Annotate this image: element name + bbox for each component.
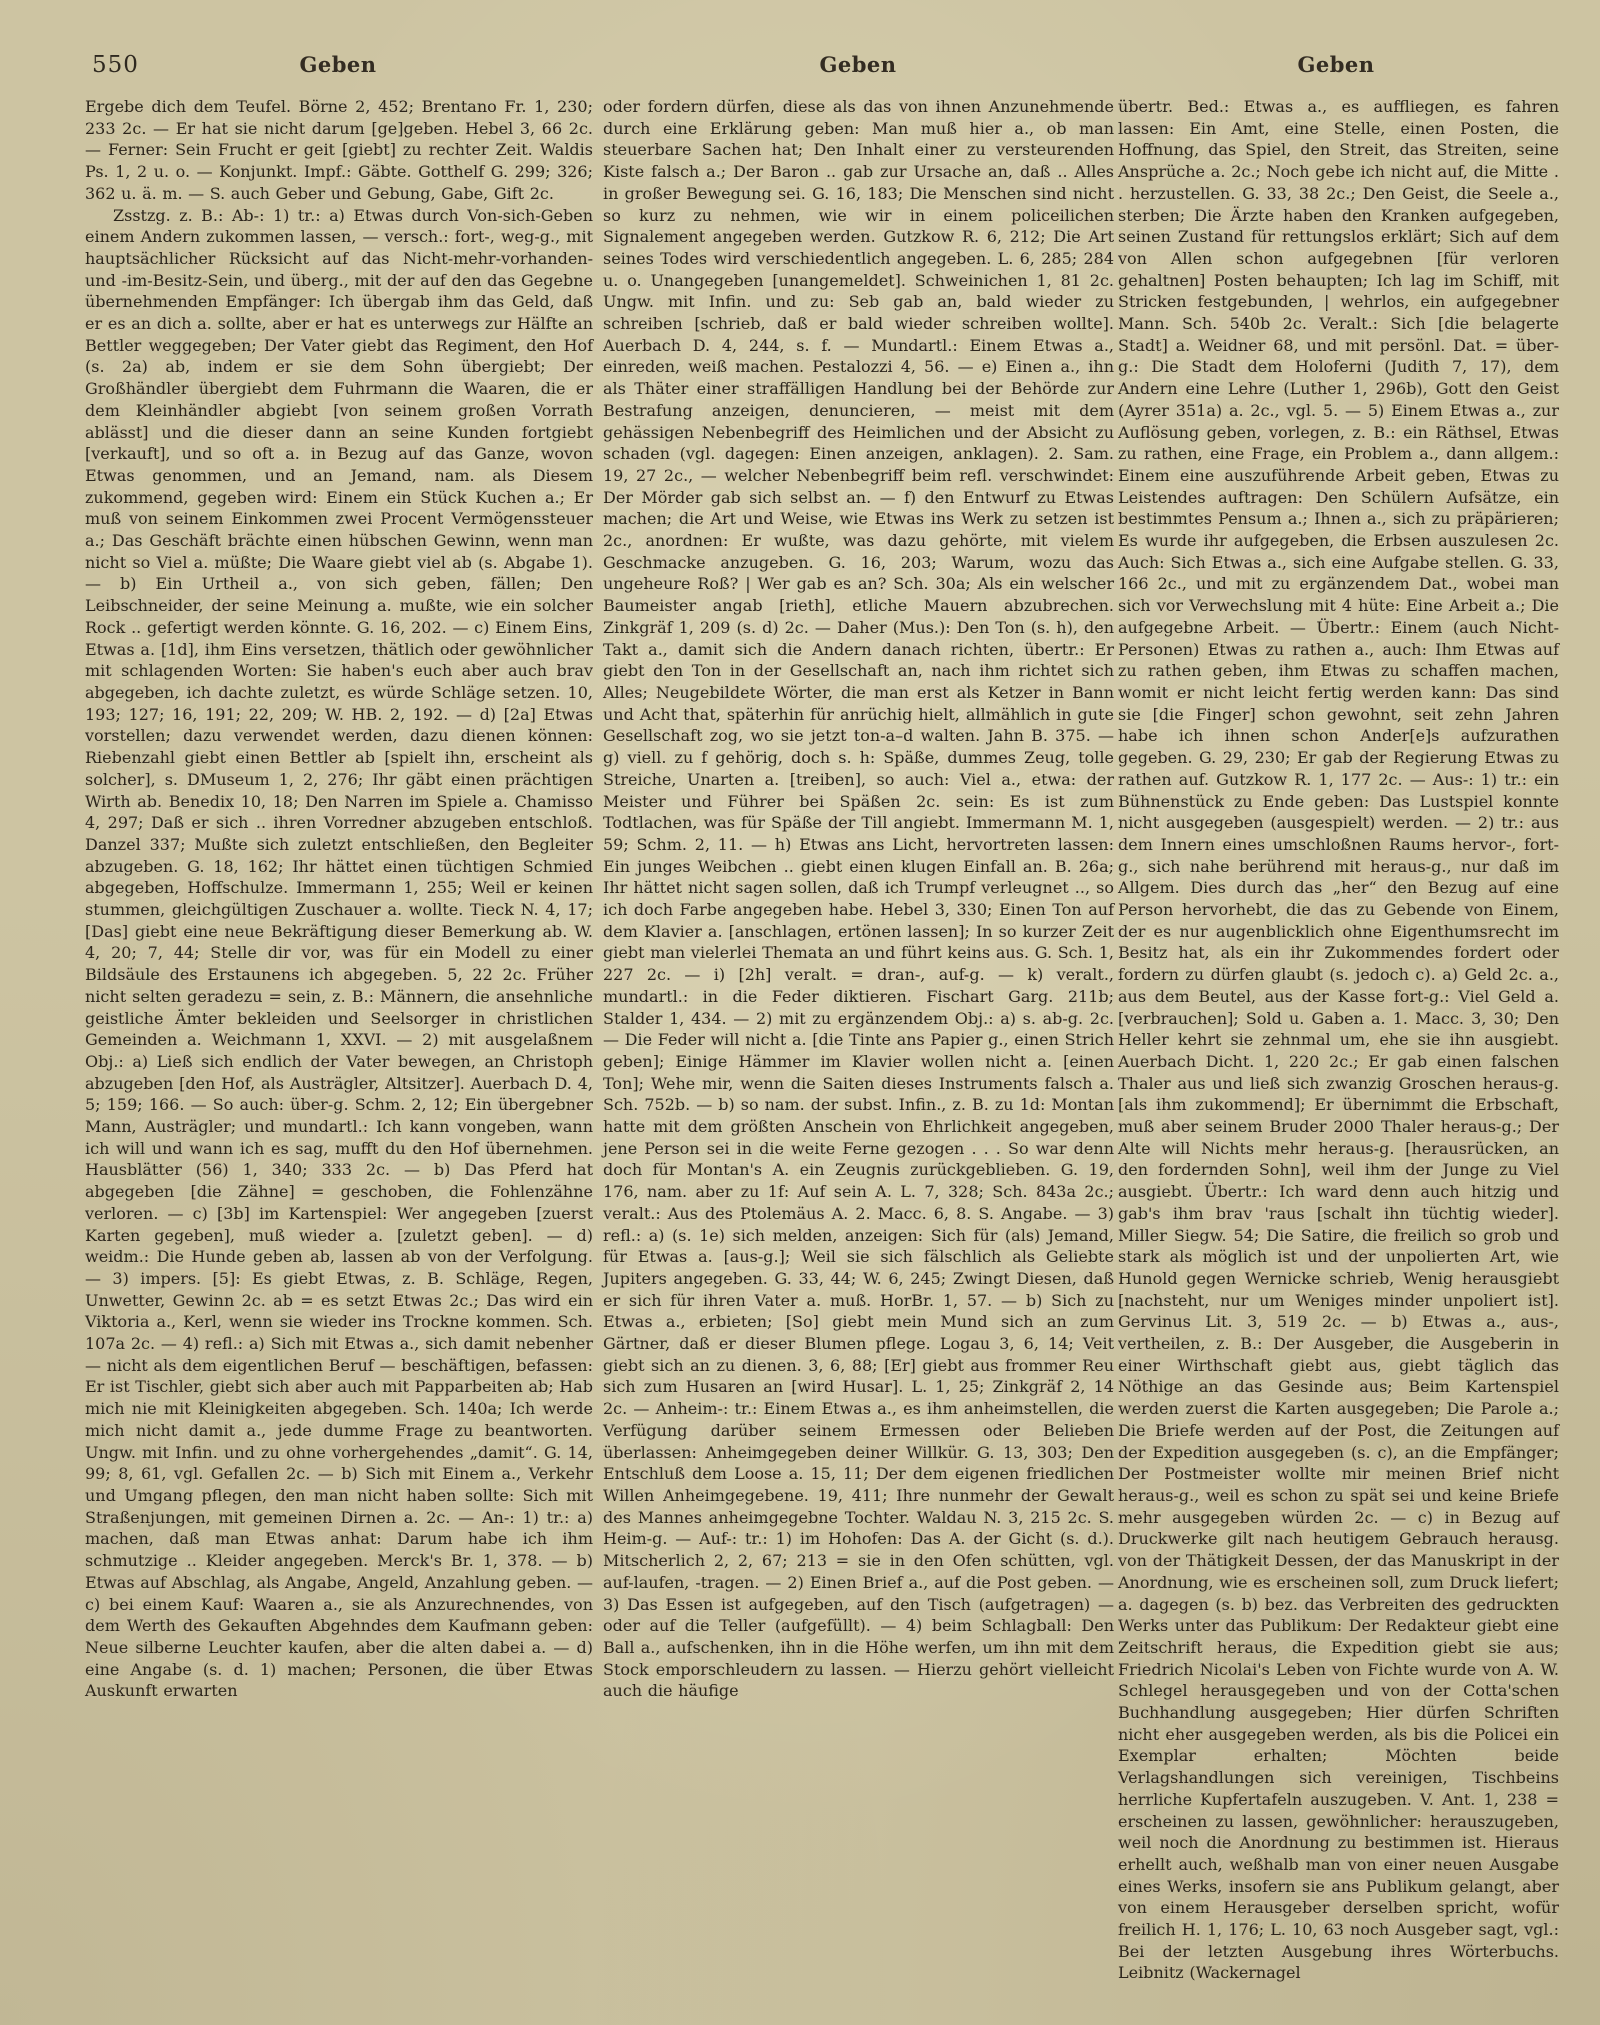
running-head-column-3: Geben [1297, 52, 1375, 77]
column-paragraph: Ergebe dich dem Teufel. Börne 2, 452; Brentano Fr. 1, 230; 233 2c. — Er hat sie nicht darum [ge]geben. Hebel 3, 66 2c. — Ferner: Sein Frucht er geit [giebt] zu rechter Zeit. Waldis Ps. 1, 2 u. o. — Konjunkt. Impf.: Gäbte. Gotthelf G. 299; 326; 362 u. ä. m. — S. auch Geber und Gebung, Gabe, Gift 2c. [85, 97, 593, 203]
running-head-column-2: Geben [819, 52, 897, 77]
column-paragraph: Zsstzg. z. B.: Ab-: 1) tr.: a) Etwas durch Von-sich-Geben einem Andern zukommen lassen, — versch.: fort-, weg-g., mit hauptsächlicher Rücksicht auf das Nicht-mehr-vorhanden- und -im-Besitz-Sein, und überg., mit der auf den das Gegebne übernehmenden Empfänger: Ich übergab ihm das Geld, daß er es an dich a. sollte, aber er hat es unterwegs zur Hälfte an Bettler weggegeben; Der Vater giebt das Regiment, den Hof (s. 2a) ab, indem er sie dem Sohn übergiebt; Der Großhändler übergiebt dem Fuhrmann die Waaren, die er dem Kleinhändler abgiebt [von seinem großen Vorrath ablässt] und die dieser dann an seine Kunden fortgiebt [verkauft], und so oft a. in Bezug auf das Ganze, wovon Etwas genommen, und an Jemand, nam. als Diesem zukommend, gegeben wird: Einem ein Stück Kuchen a.; Er muß von seinem Einkommen zwei Procent Vermögenssteuer a.; Das Geschäft brächte einen hübschen Gewinn, wenn man nicht so Viel a. müßte; Die Waare giebt viel ab (s. Abgabe 1). — b) Ein Urtheil a., von sich geben, fällen; Den Leibschneider, der seine Meinung a. mußte, wie ein solcher Rock .. gefertigt werden könnte. G. 16, 202. — c) Einem Eins, Etwas a. [1d], ihm Eins versetzen, thätlich oder gewöhnlicher mit schlagenden Worten: Sie haben's euch aber auch brav abgegeben, ich dachte zuletzt, es würde Schläge setzen. 10, 193; 127; 16, 191; 22, 209; W. HB. 2, 192. — d) [2a] Etwas vorstellen; dazu verwendet werden, dazu dienen können: Riebenzahl giebt einen Bettler ab [spielt ihn, erscheint als solcher], s. DMuseum 1, 2, 276; Ihr gäbt einen prächtigen Wirth ab. Benedix 10, 18; Den Narren im Spiele a. Chamisso 4, 297; Daß er sich .. ihren Vorredner abzugeben entschloß. Danzel 337; Mußte sich zuletzt entschließen, den Begleiter abzugeben. G. 18, 162; Ihr hättet einen tüchtigen Schmied abgegeben, Hoffschulze. Immermann 1, 255; Weil er keinen stummen, gleichgültigen Zuschauer a. wollte. Tieck N. 4, 17; [Das] giebt eine neue Bekräftigung dieser Bemerkung ab. W. 4, 20; 7, 44; Stelle dir vor, was für ein Modell zu einer Bildsäule des Erstaunens ich abgegeben. 5, 22 2c. Früher nicht selten geradezu = sein, z. B.: Männern, die ansehnliche geistliche Ämter bekleiden und Seelsorger in christlichen Gemeinden a. Weichmann 1, XXVI. — 2) mit ausgelaßnem Obj.: a) Ließ sich endlich der Vater bewegen, an Christoph abzugeben [den Hof, als Austrägler, Altsitzer]. Auerbach D. 4, 5; 159; 166. — So auch: über-g. Schm. 2, 12; Ein übergebner Mann, Austrägler; und mundartl.: Ich kann vongeben, wann ich will und wann ich es sag, mufft du den Hof übernehmen. Hausblätter (56) 1, 340; 333 2c. — b) Das Pferd hat abgegeben [die Zähne] = geschoben, die Fohlenzähne verloren. — c) [3b] im Kartenspiel: Wer angegeben [zuerst Karten gegeben], muß wieder a. [zuletzt geben]. — d) weidm.: Die Hunde geben ab, lassen ab von der Verfolgung. — 3) impers. [5]: Es giebt Etwas, z. B. Schläge, Regen, Unwetter, Gewinn 2c. ab = es setzt Etwas 2c.; Das wird ein Viktoria a., Kerl, wenn sie wieder ins Trockne kommen. Sch. 107a 2c. — 4) refl.: a) Sich mit Etwas a., sich damit nebenher — nicht als dem eigentlichen Beruf — beschäftigen, befassen: Er ist Tischler, giebt sich aber auch mit Papparbeiten ab; Hab mich nie mit Kleinigkeiten abgegeben. Sch. 140a; Ich werde mich nicht damit a., jede dumme Frage zu beantworten. Ungw. mit Infin. und zu ohne vorhergehendes „damit“. G. 14, 99; 8, 61, vgl. Gefallen 2c. — b) Sich mit Einem a., Verkehr und Umgang pflegen, den man nicht haben sollte: Sich mit Straßenjungen, mit gemeinen Dirnen a. 2c. — An-: 1) tr.: a) machen, daß man Etwas anhat: Darum habe ich ihm schmutzige .. Kleider angegeben. Merck's Br. 1, 378. — b) Etwas auf Abschlag, als Angabe, Angeld, Anzahlung geben. — c) bei einem Kauf: Waaren a., sie als Anzurechnendes, von dem Werth des Gekauften Abgehndes dem Kaufmann geben: Neue silberne Leuchter kaufen, aber die alten dabei a. — d) eine Angabe (s. d. 1) machen; Personen, die über Etwas Auskunft erwarten [85, 205, 593, 1701]
text-column-1 [85, 96, 593, 1702]
running-head-column-1: Geben [299, 52, 377, 77]
column-paragraph: übertr. Bed.: Etwas a., es auffliegen, es fahren lassen: Ein Amt, eine Stelle, einen Posten, die Hoffnung, das Spiel, den Streit, das Streiten, seine Ansprüche a. 2c.; Noch gebe ich nicht auf, die Mitte . . herzustellen. G. 33, 38 2c.; Den Geist, die Seele a., sterben; Die Ärzte haben den Kranken aufgegeben, seinen Zustand für rettungslos erklärt; Sich auf dem von Allen schon aufgegebnen [für verloren gehaltnen] Posten behaupten; Ich lag im Schiff, mit Stricken festgebunden, | wehrlos, ein aufgegebner Mann. Sch. 540b 2c. Veralt.: Sich [die belagerte Stadt] a. Weidner 68, und mit persönl. Dat. = über-g.: Die Stadt dem Holoferni (Judith 7, 17), dem Andern eine Lehre (Luther 1, 296b), Gott den Geist (Ayrer 351a) a. 2c., vgl. 5. — 5) Einem Etwas a., zur Auflösung geben, vorlegen, z. B.: ein Räthsel, Etwas zu rathen, eine Frage, ein Problem a., dann allgem.: Einem eine auszuführende Arbeit geben, Etwas zu Leistendes auftragen: Den Schülern Aufsätze, ein bestimmtes Pensum a.; Ihnen a., sich zu präpärieren; Es wurde ihr aufgegeben, die Erbsen auszulesen 2c. Auch: Sich Etwas a., sich eine Aufgabe stellen. G. 33, 166 2c., und mit zu ergänzendem Dat., wobei man sich vor Verwechslung mit 4 hüte: Eine Arbeit a.; Die aufgegebne Arbeit. — Übertr.: Einem (auch Nicht-Personen) Etwas zu rathen a., auch: Ihm Etwas auf zu rathen geben, ihm Etwas zu schaffen machen, womit er nicht leicht fertig werden kann: Das sind sie [die Finger] schon gewohnt, seit zehn Jahren habe ich ihnen schon Ander[e]s aufzurathen gegeben. G. 29, 230; Er gab der Regierung Etwas zu rathen auf. Gutzkow R. 1, 177 2c. — Aus-: 1) tr.: ein Bühnenstück zu Ende geben: Das Lustspiel konnte nicht ausgegeben (ausgespielt) werden. — 2) tr.: aus dem Innern eines umschloßnen Raums hervor-, fort-g., sich nahe berührend mit heraus-g., nur daß im Allgem. Dies durch das „her“ den Bezug auf eine Person hervorhebt, die das zu Gebende von Einem, der es nur augenblicklich ohne Eigenthumsrecht im Besitz hat, als ein ihr Zukommendes fordert oder fordern zu dürfen glaubt (s. jedoch c). a) Geld 2c. a., aus dem Beutel, aus der Kasse fort-g.: Viel Geld a. [verbrauchen]; Sold u. Gaben a. 1. Macc. 3, 30; Den Heller kehrt sie zehnmal um, ehe sie ihn ausgiebt. Auerbach Dicht. 1, 220 2c.; Er gab einen falschen Thaler aus und ließ sich zwanzig Groschen heraus-g. [als ihm zukommend]; Er übernimmt die Erbschaft, muß aber seinem Bruder 2000 Thaler heraus-g.; Der Alte will Nichts mehr heraus-g. [herausrücken, an den fordernden Sohn], weil ihm der Junge zu Viel ausgiebt. Übertr.: Ich ward denn auch hitzig und gab's ihm brav 'raus [schalt ihn tüchtig wieder]. Miller Siegw. 54; Die Satire, die freilich so grob und stark als möglich ist und der unpolierten Art, wie Hunold gegen Wernicke schrieb, Wenig herausgiebt [nachsteht, nur um Weniges minder unpoliert ist]. Gervinus Lit. 3, 519 2c. — b) Etwas a., aus-, vertheilen, z. B.: Der Ausgeber, die Ausgeberin in einer Wirthschaft giebt aus, giebt täglich das Nöthige an das Gesinde aus; Beim Kartenspiel werden zuerst die Karten ausgegeben; Die Parole a.; Die Briefe werden auf der Post, die Zeitungen auf der Expedition ausgegeben (s. c), an die Empfänger; Der Postmeister wollte mir meinen Brief nicht heraus-g., weil es schon zu spät sei und keine Briefe mehr ausgegeben würden 2c. — c) in Bezug auf Druckwerke gilt nach heutigem Gebrauch herausg. von der Thätigkeit Dessen, der das Manuskript in der Anordnung, wie es erscheinen soll, zum Druck liefert; a. dagegen (s. b) bez. das Verbreiten des gedruckten Werks unter das Publikum: Der Redakteur giebt eine Zeitschrift heraus, die Expedition giebt sie aus; Friedrich Nicolai's Leben von Fichte wurde von A. W. Schlegel herausgegeben und von der Cotta'schen Buchhandlung ausgegeben; Hier dürfen Schriften nicht eher ausgegeben werden, als bis die Policei ein Exemplar erhalten; Möchten beide Verlagshandlungen sich vereinigen, Tischbeins herrliche Kupfertafeln auszugeben. V. Ant. 1, 238 = erscheinen zu lassen, gewöhnlicher: herauszugeben, weil noch die Anordnung zu bestimmen ist. Hieraus erhellt auch, weßhalb man von einer neuen Ausgabe eines Werks, insofern sie ans Publikum gelangt, aber von einem Herausgeber derselben spricht, wofür freilich H. 1, 176; L. 10, 63 noch Ausgeber sagt, vgl.: Bei der letzten Ausgebung ihres Wörterbuchs. Leibnitz (Wackernagel [1118, 97, 1560, 1983]
column-paragraph: oder fordern dürfen, diese als das von ihnen Anzunehmende durch eine Erklärung geben: Man muß hier a., ob man steuerbare Sachen hat; Den Inhalt einer zu versteurenden Kiste falsch a.; Der Baron .. gab zur Ursache an, daß .. Alles in großer Bewegung sei. G. 16, 183; Die Menschen sind nicht so kurz zu nehmen, wie wir in einem policeilichen Signalement angegeben werden. Gutzkow R. 6, 212; Die Art seines Todes wird verschiedentlich angegeben. L. 6, 285; 284 u. o. Unangegeben [unangemeldet]. Schweinichen 1, 81 2c. Ungw. mit Infin. und zu: Seb gab an, bald wieder zu schreiben [schrieb, daß er bald wieder schreiben wollte]. Auerbach D. 4, 244, s. f. — Mundartl.: Einem Etwas a., einreden, weiß machen. Pestalozzi 4, 56. — e) Einen a., ihn als Thäter einer straffälligen Handlung bei der Behörde zur Bestrafung anzeigen, denuncieren, — meist mit dem gehässigen Nebenbegriff des Heimlichen und der Absicht zu schaden (vgl. dagegen: Einen anzeigen, anklagen). 2. Sam. 19, 27 2c., — welcher Nebenbegriff beim refl. verschwindet: Der Mörder gab sich selbst an. — f) den Entwurf zu Etwas machen; die Art und Weise, wie Etwas ins Werk zu setzen ist 2c., anordnen: Er wußte, was dazu gehörte, mit vielem Geschmacke anzugeben. G. 16, 203; Warum, wozu das ungeheure Roß? | Wer gab es an? Sch. 30a; Als ein welscher Baumeister angab [rieth], etliche Mauern abzubrechen. Zinkgräf 1, 209 (s. d) 2c. — Daher (Mus.): Den Ton (s. h), den Takt a., damit sich die Andern danach richten, übertr.: Er giebt den Ton in der Gesellschaft an, nach ihm richtet sich Alles; Neugebildete Wörter, die man erst als Ketzer in Bann und Acht that, späterhin für anrüchig hielt, allmählich in gute Gesellschaft zog, wo sie jetzt ton-a–d walten. Jahn B. 375. — g) viell. zu f gehörig, doch s. h: Späße, dummes Zeug, tolle Streiche, Unarten a. [treiben], so auch: Viel a., etwa: der Meister und Führer bei Späßen 2c. sein: Es ist zum Todtlachen, was für Späße der Till angiebt. Immermann M. 1, 59; Schm. 2, 11. — h) Etwas ans Licht, hervortreten lassen: Ein junges Weibchen .. giebt einen klugen Einfall an. B. 26a; Ihr hättet nicht sagen sollen, daß ich Trumpf verleugnet .., so ich doch Farbe angegeben habe. Hebel 3, 330; Einen Ton auf dem Klavier a. [anschlagen, ertönen lassen]; In so kurzer Zeit giebt man vielerlei Themata an und führt keins aus. G. Sch. 1, 227 2c. — i) [2h] veralt. = dran-, auf-g. — k) veralt., mundartl.: in die Feder diktieren. Fischart Garg. 211b; Stalder 1, 434. — 2) mit zu ergänzendem Obj.: a) s. ab-g. 2c. — Die Feder will nicht a. [die Tinte ans Papier g., einen Strich geben]; Einige Hämmer im Klavier wollen nicht a. [einen Ton]; Wehe mir, wenn die Saiten dieses Instruments falsch a. Sch. 752b. — b) so nam. der subst. Infin., z. B. zu 1d: Montan hatte mit dem größten Anschein von Ehrlichkeit angegeben, jene Person sei in die weite Ferne gezogen . . . So war denn doch für Montan's A. ein Zeugnis zurückgeblieben. G. 19, 176, nam. aber zu 1f: Auf sein A. L. 7, 328; Sch. 843a 2c.; veralt.: Aus des Ptolemäus A. 2. Macc. 6, 8. S. Angabe. — 3) refl.: a) (s. 1e) sich melden, anzeigen: Sich für (als) Jemand, für Etwas a. [aus-g.]; Weil sie sich fälschlich als Geliebte Jupiters angegeben. G. 33, 44; W. 6, 245; Zwingt Diesen, daß er sich für ihren Vater a. muß. HorBr. 1, 57. — b) Sich zu Etwas a., erbieten; [So] giebt mein Mund sich an zum Gärtner, daß er dieser Blumen pflege. Logau 3, 6, 14; Veit giebt sich an zu dienen. 3, 6, 88; [Er] giebt aus frommer Reu sich zum Husaren an [wird Husar]. L. 1, 25; Zinkgräf 2, 14 2c. — Anheim-: tr.: Einem Etwas a., es ihm anheimstellen, die Verfügung darüber seinem Ermessen oder Belieben überlassen: Anheimgegeben deiner Willkür. G. 13, 303; Den Entschluß dem Loose a. 15, 11; Der dem eigenen friedlichen Willen Anheimgegebene. 19, 411; Ihre nunmehr der Gewalt des Mannes anheimgegebne Tochter. Waldau N. 3, 215 2c. S. Heim-g. — Auf-: tr.: 1) im Hohofen: Das A. der Gicht (s. d.). Mitscherlich 2, 2, 67; 213 = sie in den Ofen schütten, vgl. auf-laufen, -tragen. — 2) Einen Brief a., auf die Post geben. — 3) Das Essen ist aufgegeben, auf den Tisch (aufgetragen) — oder auf die Teller (aufgefüllt). — 4) beim Schlagball: Den Ball a., aufschenken, ihn in die Höhe werfen, um ihn mit dem Stock emporschleudern zu lassen. — Hierzu gehört vielleicht auch die häufige [603, 97, 1114, 1701]
text-column-2 [603, 96, 1114, 1702]
page-number: 550 [92, 52, 139, 78]
text-column-3 [1118, 96, 1559, 1984]
